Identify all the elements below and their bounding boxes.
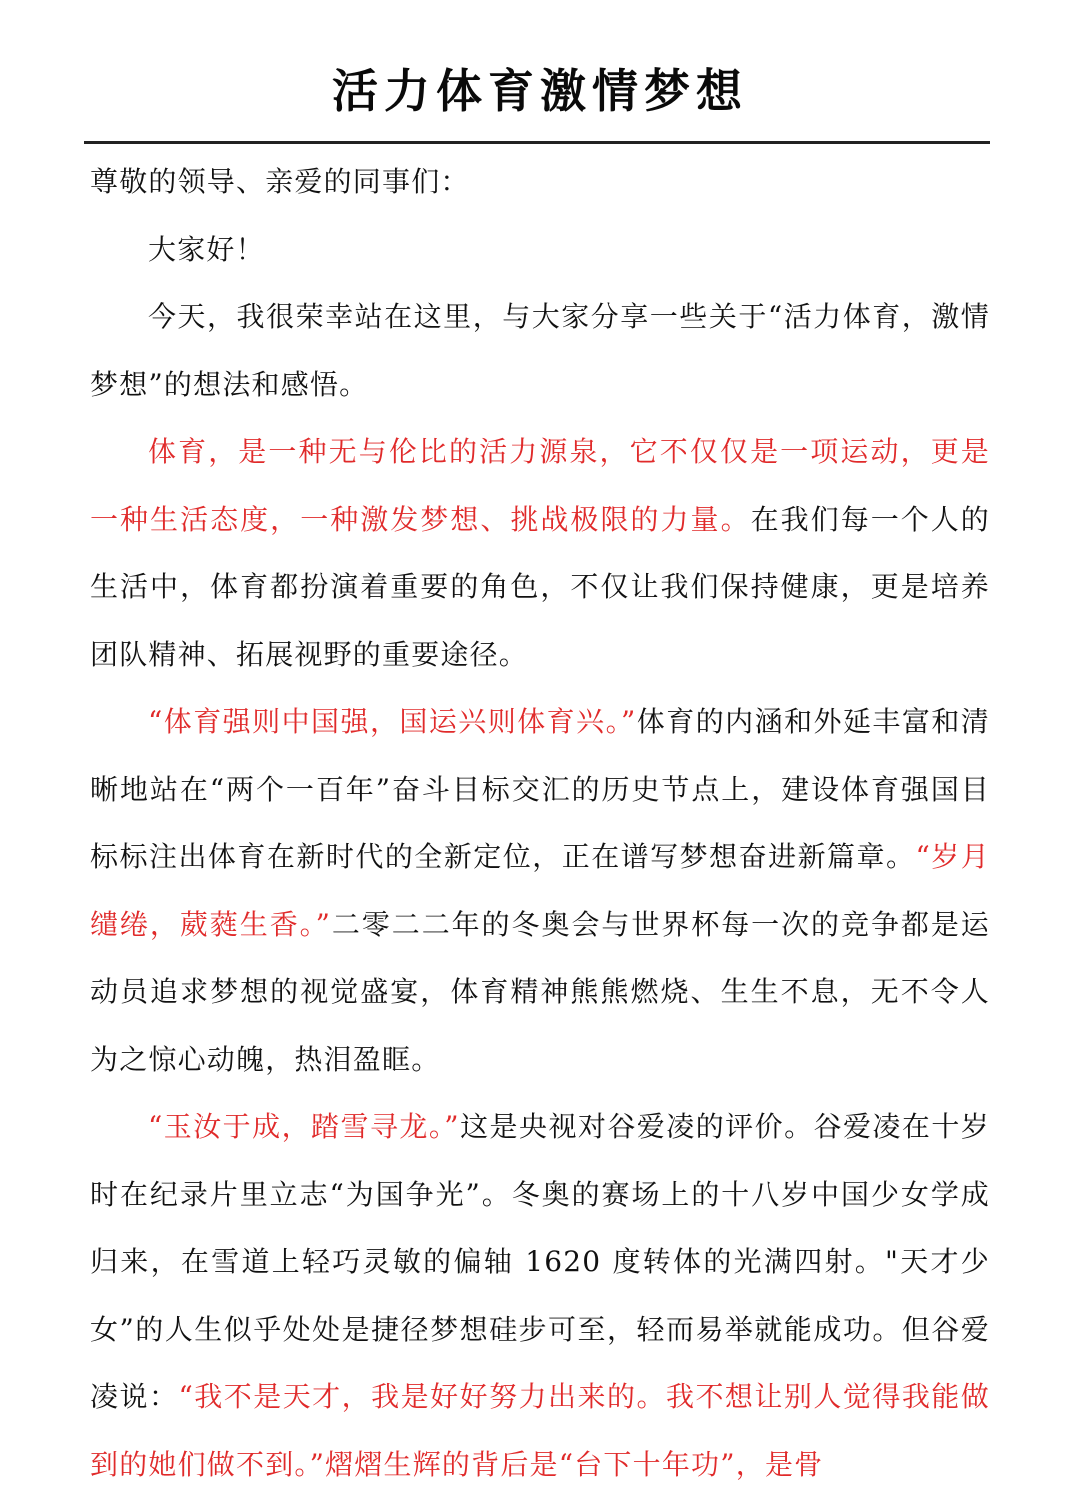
highlighted-quote: “我不是天才，我是好好努力出来的。我不想让别人觉得我能做到的她们做不到。”熠熠生辉的背后是“台下十年功”，是骨 [90, 1380, 990, 1481]
highlighted-quote: “玉汝于成，踏雪寻龙。” [148, 1110, 460, 1143]
document-title: 活力体育激情梦想 [332, 64, 748, 118]
salutation: 尊敬的领导、亲爱的同事们： [90, 165, 470, 198]
paragraph-sports-nation [90, 688, 990, 1093]
paragraph-text: 二零二二年的冬奥会与世界杯每一次的竞争都是运动员追求梦想的视觉盛宴，体育精神熊熊燃烧、生生不息，无不令人为之惊心动魄，热泪盈眶。 [90, 907, 990, 1076]
paragraph-intro [90, 283, 990, 418]
highlighted-quote: 体育，是一种无与伦比的活力源泉，它不仅仅是一项运动，更是一种生活态度，一种激发梦想、挑战极限的力量。 [90, 435, 990, 536]
paragraph-text: 体育的内涵和外延丰富和清晰地站在“两个一百年”奋斗目标交汇的历史节点上，建设体育强国目标标注出体育在新时代的全新定位，正在谱写梦想奋进新篇章。 [90, 705, 990, 873]
paragraph-text: 今天，我很荣幸站在这里，与大家分享一些关于“活力体育，激情梦想”的想法和感悟。 [90, 300, 990, 401]
paragraph-text: 在我们每一个人的生活中，体育都扮演着重要的角色，不仅让我们保持健康，更是培养团队精神、拓展视野的重要途径。 [90, 502, 990, 671]
highlighted-quote: “体育强则中国强，国运兴则体育兴。” [148, 705, 637, 738]
greeting: 大家好！ [148, 232, 265, 266]
paragraph-vitality [90, 418, 990, 688]
paragraph-gu-ailing [90, 1093, 990, 1498]
paragraph-text: 这是央视对谷爱凌的评价。谷爱凌在十岁时在纪录片里立志“为国争光”。冬奥的赛场上的十八岁中国少女学成归来，在雪道上轻巧灵敏的偏轴 1620 度转体的光满四射。"天才少女”的人生似乎处处是捷径梦想硅步可至，轻而易举就能成功。但谷爱凌说： [90, 1110, 990, 1413]
document-body [90, 148, 990, 1498]
title-divider [84, 141, 990, 144]
highlighted-quote: “岁月缱绻，葳蕤生香。” [90, 840, 990, 941]
